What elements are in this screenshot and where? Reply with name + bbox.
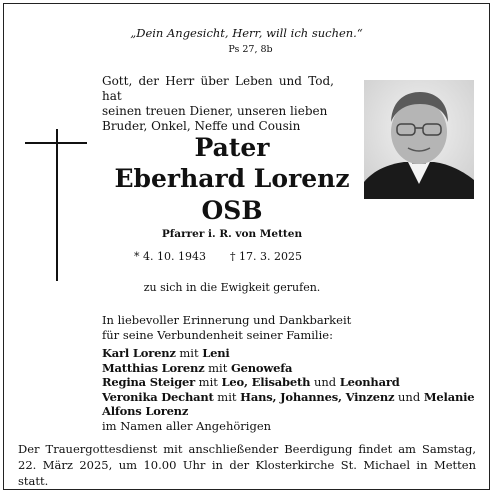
service-line: Der Trauergottesdienst mit anschließender Beerdigung findet am Samstag,	[18, 442, 476, 456]
thanks-line: für seine Verbundenheit seiner Familie:	[102, 327, 333, 342]
family-row: Veronika Dechant mit Hans, Johannes, Vinzenz und Melanie	[102, 389, 475, 404]
death-date: † 17. 3. 2025	[229, 250, 302, 263]
intro-line: Bruder, Onkel, Neffe und Cousin	[102, 119, 301, 133]
bible-verse-reference: Ps 27, 8b	[228, 44, 273, 55]
intro-line: Gott, der Herr über Leben und Tod, hat	[102, 74, 334, 103]
family-closing: im Namen aller Angehörigen	[102, 418, 272, 433]
ewigkeit-text: zu sich in die Ewigkeit gerufen.	[143, 281, 321, 294]
life-dates	[134, 250, 302, 263]
family-row: Matthias Lorenz mit Genowefa	[102, 360, 293, 375]
deceased-name-line1: Pater	[194, 133, 270, 162]
service-line: 22. März 2025, um 10.00 Uhr in der Klosterkirche St. Michael in Metten statt.	[18, 458, 476, 488]
deceased-title: Pfarrer i. R. von Metten	[161, 228, 303, 240]
intro-line: seinen treuen Diener, unseren lieben	[102, 104, 328, 118]
family-row: Alfons Lorenz	[102, 404, 189, 418]
portrait-icon	[364, 80, 474, 199]
bible-verse: „Dein Angesicht, Herr, will ich suchen.“	[130, 26, 363, 40]
thanks-line: In liebevoller Erinnerung und Dankbarkeit	[102, 313, 352, 327]
family-row: Regina Steiger mit Leo, Elisabeth und Leonhard	[102, 375, 400, 389]
cross-icon-horizontal	[25, 142, 87, 144]
intro-text	[102, 74, 334, 134]
cross-icon-vertical	[56, 129, 58, 281]
portrait-photo	[364, 80, 474, 199]
funeral-service-info	[18, 441, 476, 489]
obituary-notice	[3, 3, 490, 490]
deceased-name-line3: OSB	[201, 196, 263, 225]
thanks-text	[102, 313, 482, 342]
birth-date: * 4. 10. 1943	[134, 250, 206, 263]
family-list	[102, 346, 482, 433]
deceased-name-line2: Eberhard Lorenz	[114, 164, 350, 193]
family-row: Karl Lorenz mit Leni	[102, 346, 230, 360]
